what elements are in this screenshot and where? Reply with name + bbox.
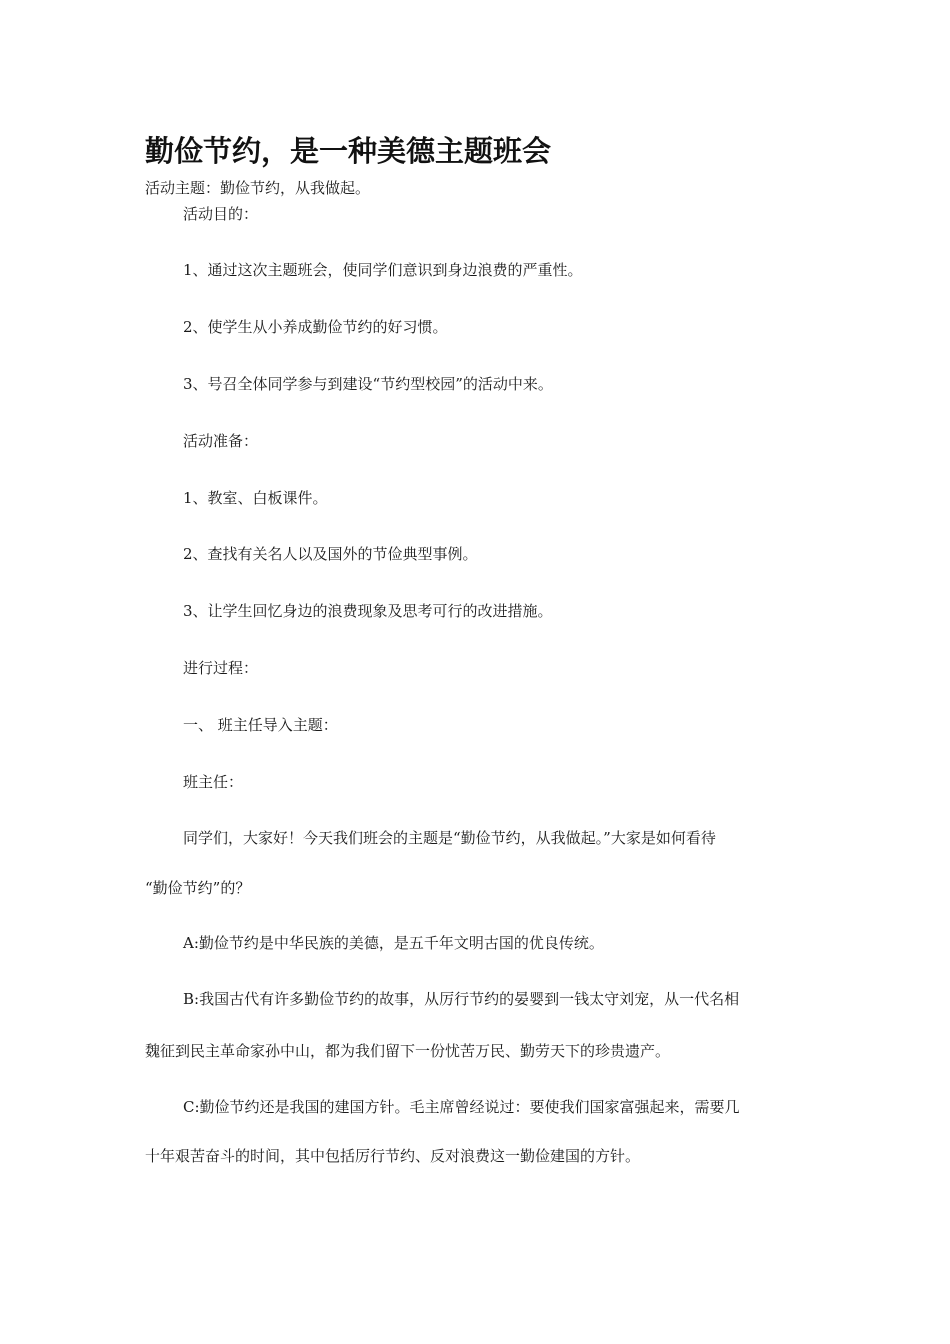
purpose-item: 1、通过这次主题班会，使同学们意识到身边浪费的严重性。 (183, 261, 583, 279)
paragraph-line: 十年艰苦奋斗的时间，其中包括厉行节约、反对浪费这一勤俭建国的方针。 (145, 1147, 641, 1165)
prep-item: 1、教室、白板课件。 (183, 489, 328, 507)
section-heading: 一、 班主任导入主题： (183, 716, 338, 734)
prep-item: 3、让学生回忆身边的浪费现象及思考可行的改进措施。 (183, 602, 553, 620)
theme-line: 活动主题：勤俭节约，从我做起。 (145, 179, 371, 197)
prep-item: 2、查找有关名人以及国外的节俭典型事例。 (183, 545, 478, 563)
paragraph-line: A:勤俭节约是中华民族的美德，是五千年文明古国的优良传统。 (183, 934, 604, 952)
paragraph-line: 魏征到民主革命家孙中山，都为我们留下一份忧苦万民、勤劳天下的珍贵遗产。 (145, 1042, 671, 1060)
purpose-heading: 活动目的： (183, 205, 259, 223)
process-heading: 进行过程： (183, 659, 259, 677)
paragraph-line: “勤俭节约”的？ (145, 879, 251, 897)
document-title: 勤俭节约，是一种美德主题班会 (145, 134, 552, 168)
purpose-item: 2、使学生从小养成勤俭节约的好习惯。 (183, 318, 448, 336)
paragraph-line: 同学们，大家好！今天我们班会的主题是“勤俭节约，从我做起。”大家是如何看待 (183, 829, 716, 847)
paragraph-line: B:我国古代有许多勤俭节约的故事，从厉行节约的晏婴到一钱太守刘宠，从一代名相 (183, 990, 740, 1008)
speaker-label: 班主任： (183, 773, 244, 791)
paragraph-line: C:勤俭节约还是我国的建国方针。毛主席曾经说过：要使我们国家富强起来，需要几 (183, 1098, 740, 1116)
purpose-item: 3、号召全体同学参与到建设“节约型校园”的活动中来。 (183, 375, 553, 393)
prep-heading: 活动准备： (183, 432, 259, 450)
